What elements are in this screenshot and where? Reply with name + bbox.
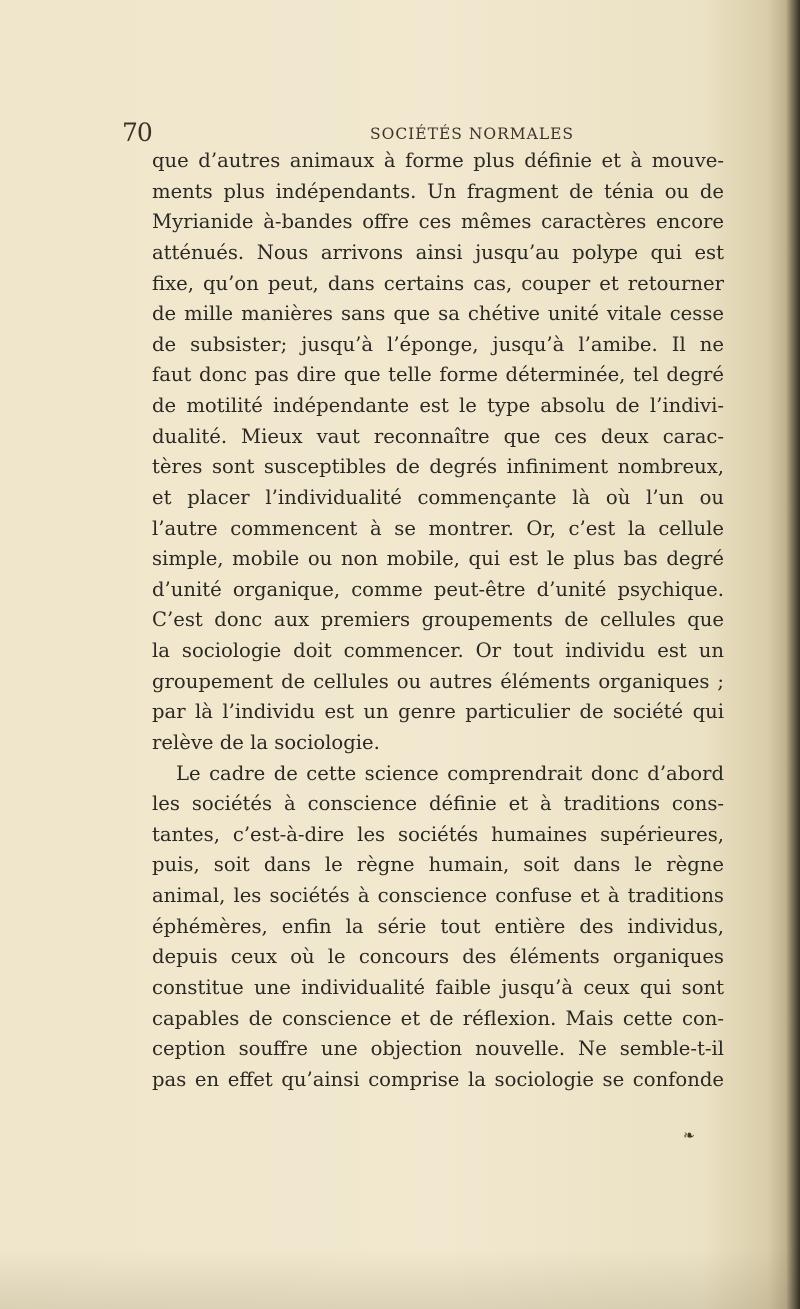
text-line: ception souffre une objection nouvelle. Ne semble-t-il bbox=[152, 1037, 724, 1061]
text-line: de mille manières sans que sa chétive unité vitale cesse bbox=[152, 302, 724, 326]
text-line: capables de conscience et de réflexion. Mais cette con- bbox=[152, 1006, 724, 1030]
text-line: pas en effet qu’ainsi comprise la sociologie se confonde bbox=[152, 1067, 724, 1091]
text-line: les sociétés à conscience définie et à traditions cons- bbox=[152, 792, 724, 816]
text-line: d’unité organique, comme peut-être d’unité psychique. bbox=[152, 577, 724, 601]
paragraph-end-line: relève de la sociologie. bbox=[152, 730, 380, 754]
text-line: et placer l’individualité commençante là où l’un ou bbox=[152, 485, 724, 509]
fleuron-icon: ❧ bbox=[683, 1128, 695, 1144]
text-line: C’est donc aux premiers groupements de cellules que bbox=[152, 608, 724, 632]
text-line: simple, mobile ou non mobile, qui est le plus bas degré bbox=[152, 547, 724, 571]
text-line: de motilité indépendante est le type absolu de l’indivi- bbox=[152, 394, 724, 417]
text-line: atténués. Nous arrivons ainsi jusqu’au polype qui est bbox=[152, 240, 724, 264]
text-line: que d’autres animaux à forme plus définie et à mouve- bbox=[152, 149, 724, 172]
text-line: par là l’individu est un genre particulier de société qui bbox=[152, 700, 724, 724]
text-line: de subsister; jusqu’à l’éponge, jusqu’à l’amibe. Il ne bbox=[152, 332, 724, 356]
paragraph-start-line: Le cadre de cette science comprendrait donc d’abord bbox=[176, 761, 724, 785]
page-number: 70 bbox=[122, 118, 152, 147]
text-line: groupement de cellules ou autres éléments organiques ; bbox=[152, 669, 724, 693]
running-title: SOCIÉTÉS NORMALES bbox=[370, 125, 575, 143]
text-line: fixe, qu’on peut, dans certains cas, couper et retourner bbox=[152, 271, 724, 295]
page-bottom-shadow bbox=[0, 1249, 800, 1309]
text-line: depuis ceux où le concours des éléments organiques bbox=[152, 945, 724, 969]
text-line: l’autre commencent à se montrer. Or, c’est la cellule bbox=[152, 516, 724, 540]
text-line: ments plus indépendants. Un fragment de ténia ou de bbox=[152, 179, 724, 203]
text-line: Myrianide à-bandes offre ces mêmes caractères encore bbox=[152, 210, 724, 234]
text-line: tantes, c’est-à-dire les sociétés humaines supérieures, bbox=[152, 822, 724, 846]
text-line: puis, soit dans le règne humain, soit dans le règne bbox=[152, 853, 724, 877]
text-line: tères sont susceptibles de degrés infiniment nombreux, bbox=[152, 455, 724, 479]
text-line: faut donc pas dire que telle forme déterminée, tel degré bbox=[152, 363, 724, 387]
body-text bbox=[152, 146, 724, 1095]
text-line: animal, les sociétés à conscience confuse et à traditions bbox=[152, 884, 724, 907]
text-line: la sociologie doit commencer. Or tout individu est un bbox=[152, 639, 724, 662]
page-spine-edge bbox=[786, 0, 800, 1309]
running-head bbox=[0, 118, 800, 148]
text-line: éphémères, enfin la série tout entière des individus, bbox=[152, 914, 724, 938]
text-line: dualité. Mieux vaut reconnaître que ces deux carac- bbox=[152, 424, 724, 448]
text-line: constitue une individualité faible jusqu’à ceux qui sont bbox=[152, 975, 724, 999]
